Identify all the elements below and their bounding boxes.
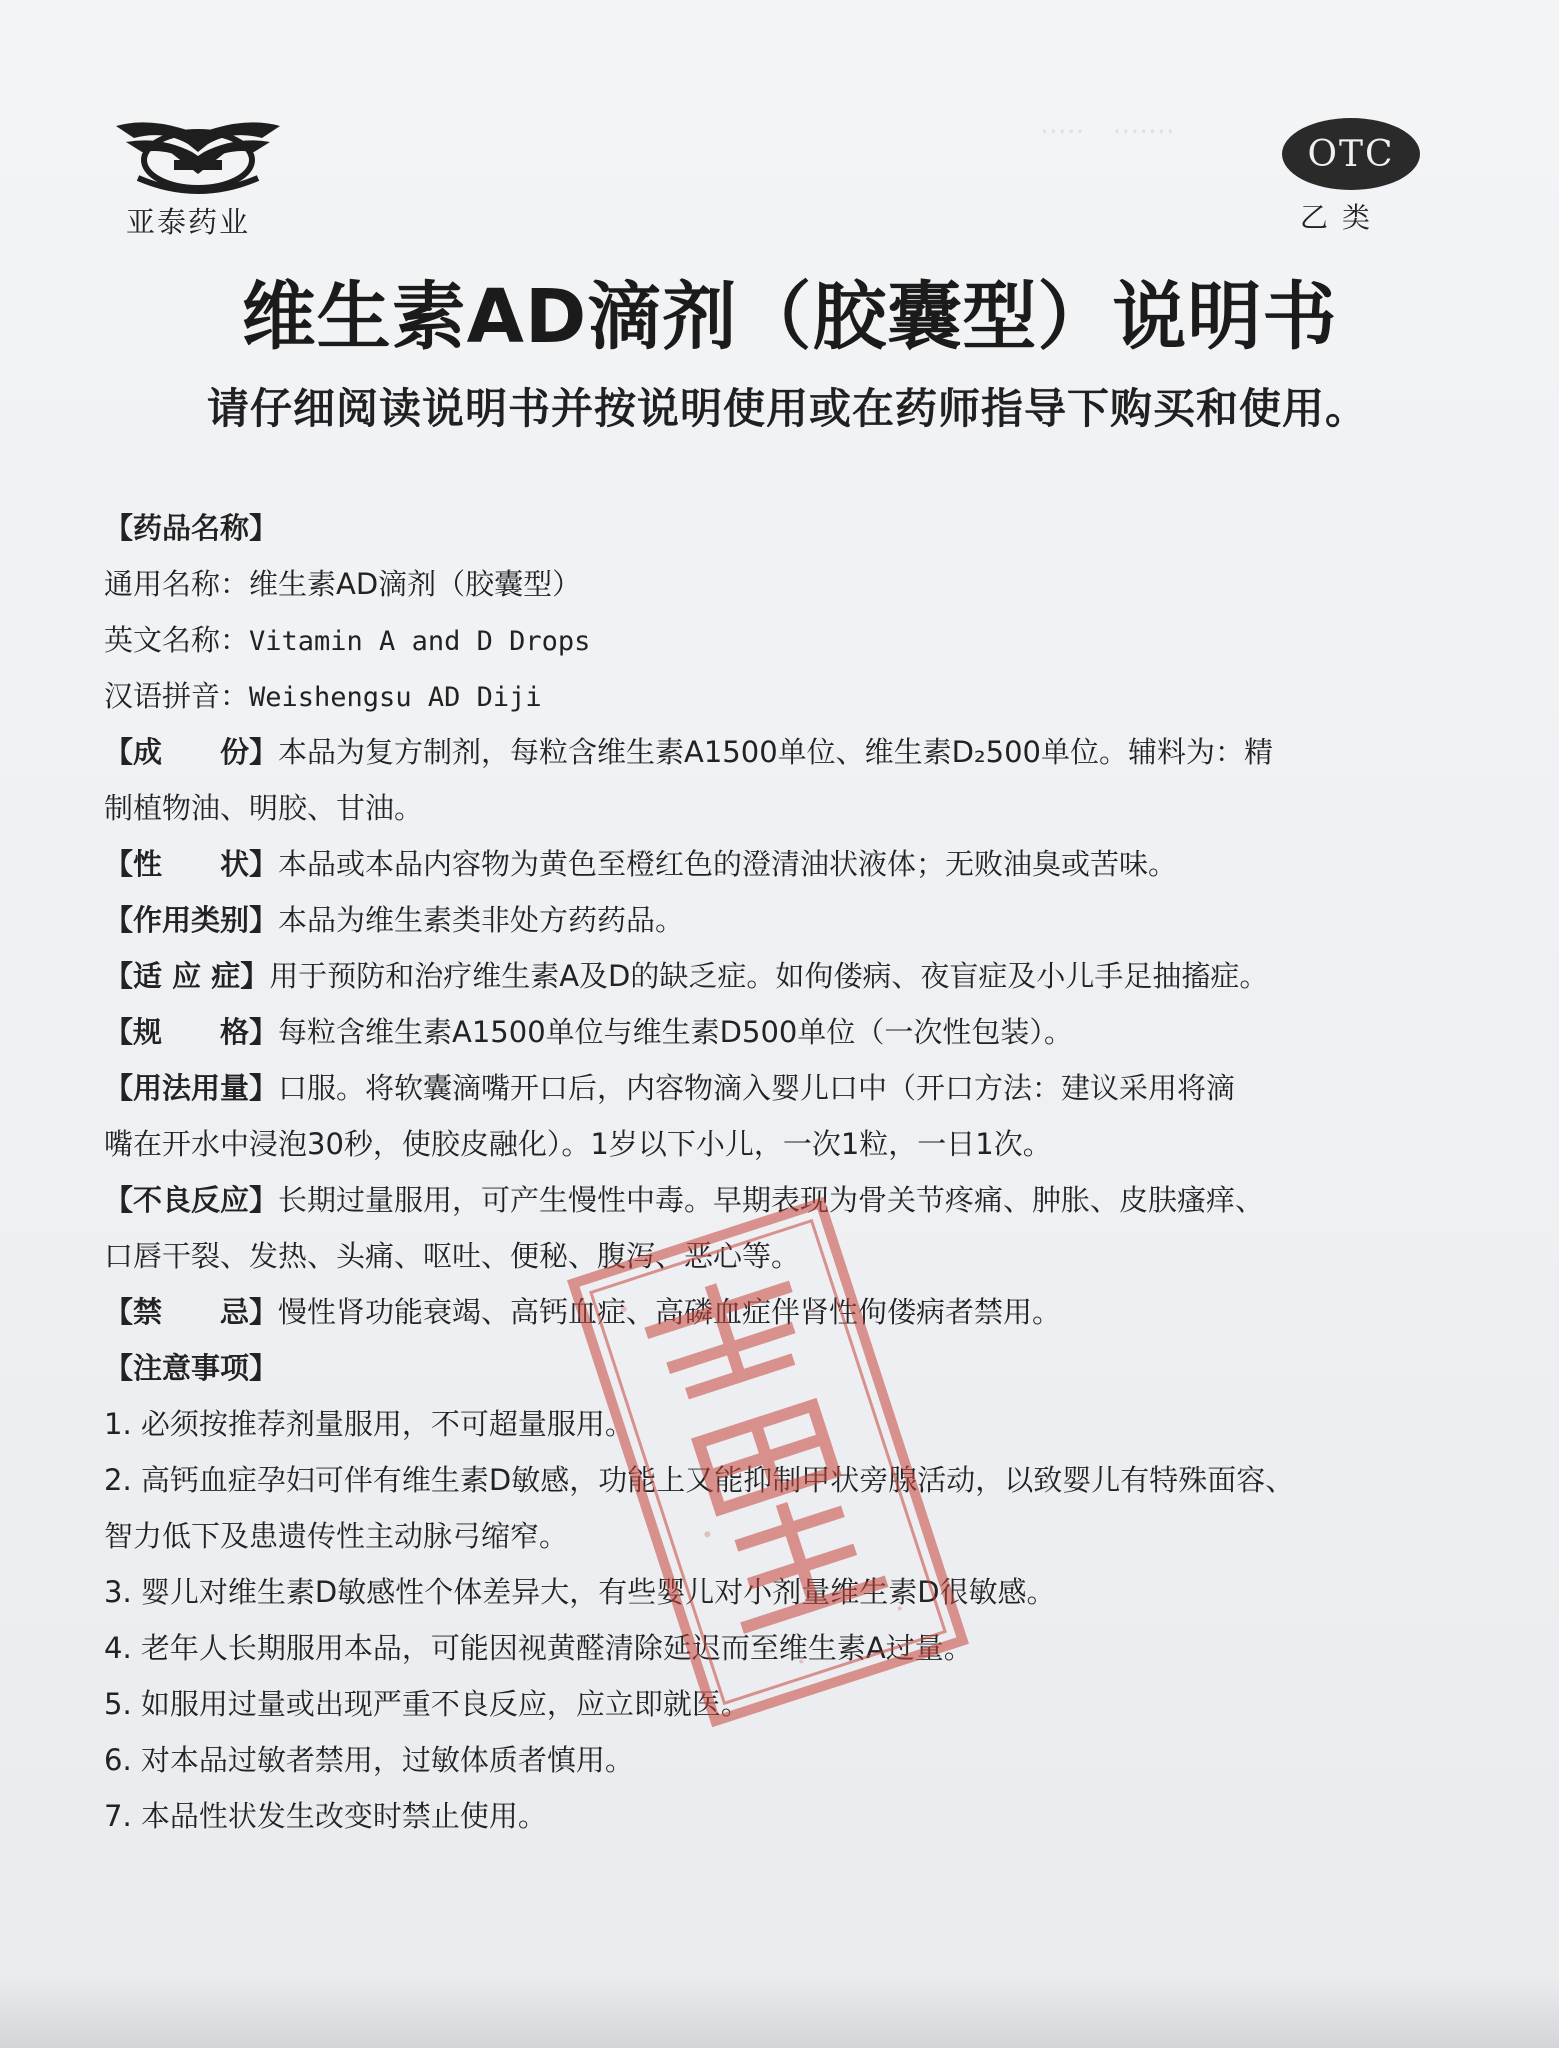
precaution-item: 6. 对本品过敏者禁用，过敏体质者慎用。 xyxy=(104,1743,634,1777)
indications-heading: 【适 应 症】 xyxy=(104,959,270,993)
adverse-text-1: 长期过量服用，可产生慢性中毒。早期表现为骨关节疼痛、肿胀、皮肤瘙痒、 xyxy=(278,1183,1265,1217)
precautions-heading: 【注意事项】 xyxy=(104,1351,279,1385)
company-name: 亚泰药业 xyxy=(126,205,251,239)
dosage-heading: 【用法用量】 xyxy=(104,1071,279,1105)
contraindication-heading: 【禁 忌】 xyxy=(104,1295,279,1329)
otc-class-label: 乙类 xyxy=(1300,201,1385,234)
bleed-through-texture: ····· ······· xyxy=(1040,115,1175,148)
pinyin-value: Weishengsu AD Diji xyxy=(249,682,542,713)
pinyin-label: 汉语拼音： xyxy=(104,679,250,713)
precaution-item: 3. 婴儿对维生素D敏感性个体差异大，有些婴儿对小剂量维生素D很敏感。 xyxy=(104,1575,1056,1609)
section-drug-name xyxy=(104,500,1484,556)
english-name-label: 英文名称： xyxy=(104,623,250,657)
english-name-line xyxy=(104,612,1484,668)
pinyin-line xyxy=(104,668,1484,724)
specification-text: 每粒含维生素A1500单位与维生素D500单位（一次性包装）。 xyxy=(278,1015,1073,1049)
adverse-line-2: 口唇干裂、发热、头痛、呕吐、便秘、腹泻、恶心等。 xyxy=(104,1239,801,1273)
otc-badge-label: OTC xyxy=(1307,133,1395,175)
precaution-item: 7. 本品性状发生改变时禁止使用。 xyxy=(104,1799,547,1833)
adverse-heading: 【不良反应】 xyxy=(104,1183,279,1217)
specification-line xyxy=(104,1004,1484,1060)
english-name-value: Vitamin A and D Drops xyxy=(249,626,591,657)
drug-name-heading: 【药品名称】 xyxy=(104,511,279,545)
indications-text: 用于预防和治疗维生素A及D的缺乏症。如佝偻病、夜盲症及小儿手足抽搐症。 xyxy=(269,959,1269,993)
indications-line xyxy=(104,948,1484,1004)
document-subtitle: 请仔细阅读说明书并按说明使用或在药师指导下购买和使用。 xyxy=(206,384,1368,433)
dosage-line-2: 嘴在开水中浸泡30秒，使胶皮融化）。1岁以下小儿，一次1粒，一日1次。 xyxy=(104,1127,1052,1161)
composition-line-1 xyxy=(104,724,1484,780)
description-heading: 【性 状】 xyxy=(104,847,279,881)
dosage-text-1: 口服。将软囊滴嘴开口后，内容物滴入婴儿口中（开口方法：建议采用将滴 xyxy=(278,1071,1236,1105)
precaution-item: 2. 高钙血症孕妇可伴有维生素D敏感，功能上又能抑制甲状旁腺活动，以致婴儿有特殊面容、 xyxy=(104,1463,1295,1497)
composition-line-2: 制植物油、明胶、甘油。 xyxy=(104,791,424,825)
description-text: 本品或本品内容物为黄色至橙红色的澄清油状液体；无败油臭或苦味。 xyxy=(278,847,1178,881)
precaution-item: 智力低下及患遗传性主动脉弓缩窄。 xyxy=(104,1519,569,1553)
category-line xyxy=(104,892,1484,948)
document-title: 维生素AD滴剂（胶囊型）说明书 xyxy=(241,274,1338,360)
specification-heading: 【规 格】 xyxy=(104,1015,279,1049)
generic-name-line: 通用名称：维生素AD滴剂（胶囊型） xyxy=(104,567,582,601)
composition-text-1: 本品为复方制剂，每粒含维生素A1500单位、维生素D₂500单位。辅料为：精 xyxy=(278,735,1273,769)
otc-badge xyxy=(1282,118,1420,190)
dosage-line-1 xyxy=(104,1060,1484,1116)
precaution-item: 4. 老年人长期服用本品，可能因视黄醛清除延迟而至维生素A过量。 xyxy=(104,1631,973,1665)
precaution-item: 1. 必须按推荐剂量服用，不可超量服用。 xyxy=(104,1407,634,1441)
precaution-item: 5. 如服用过量或出现严重不良反应，应立即就医。 xyxy=(104,1687,750,1721)
contraindication-text: 慢性肾功能衰竭、高钙血症、高磷血症伴肾性佝偻病者禁用。 xyxy=(278,1295,1062,1329)
composition-heading: 【成 份】 xyxy=(104,735,279,769)
category-text: 本品为维生素类非处方药药品。 xyxy=(278,903,685,937)
description-line xyxy=(104,836,1484,892)
winged-emblem-icon xyxy=(112,108,284,204)
category-heading: 【作用类别】 xyxy=(104,903,279,937)
